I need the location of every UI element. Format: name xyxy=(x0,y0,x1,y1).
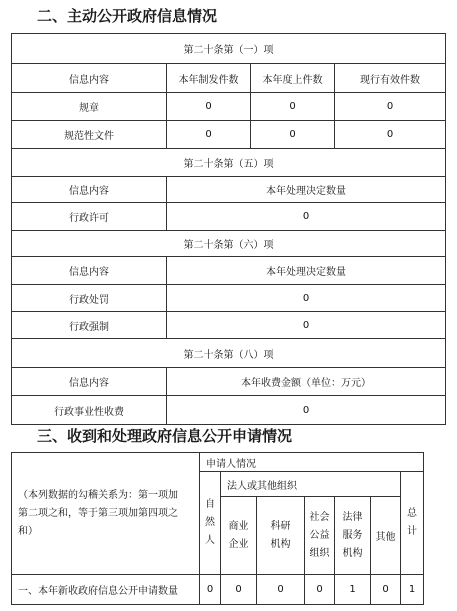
cell-value: 0 xyxy=(251,93,335,121)
cell-value: 0 xyxy=(335,93,446,121)
art5-title: 第二十条第（五）项 xyxy=(12,149,446,177)
section2-title: 二、主动公开政府信息情况 xyxy=(37,7,218,25)
cell-value: 0 xyxy=(221,575,257,605)
col-header-abolished: 本年度上件数 xyxy=(251,64,335,93)
cell-value: 1 xyxy=(401,575,424,605)
legal-entity-header: 法人或其他组织 xyxy=(221,472,401,497)
row-label: 一、本年新收政府信息公开申请数量 xyxy=(12,575,200,605)
row-label: 行政强制 xyxy=(12,312,167,339)
cell-value: 0 xyxy=(305,575,335,605)
cell-value: 0 xyxy=(167,93,251,121)
col-header-info: 信息内容 xyxy=(12,257,167,285)
commercial-header: 商业 企业 xyxy=(221,497,257,575)
col-header-made: 本年制发件数 xyxy=(167,64,251,93)
art1-title: 第二十条第（一）项 xyxy=(12,34,446,64)
social-header: 社会 公益 组织 xyxy=(305,497,335,575)
row-label: 行政许可 xyxy=(12,203,167,231)
cell-value: 0 xyxy=(167,312,446,339)
cell-value: 0 xyxy=(167,285,446,312)
art6-header-row xyxy=(12,257,446,285)
art5-title-row xyxy=(12,149,446,177)
row-label: 规章 xyxy=(12,93,167,121)
table-row xyxy=(12,575,424,605)
cell-value: 0 xyxy=(167,121,251,149)
table-row xyxy=(12,93,446,121)
table-row xyxy=(12,121,446,149)
applicant-header: 申请人情况 xyxy=(200,453,424,472)
note-line: 和） xyxy=(18,525,38,537)
table-row xyxy=(12,396,446,425)
col-header-info: 信息内容 xyxy=(12,368,167,396)
col-header-info: 信息内容 xyxy=(12,64,167,93)
table-row xyxy=(12,285,446,312)
proactive-disclosure-table xyxy=(11,33,446,425)
cell-value: 0 xyxy=(257,575,305,605)
requests-table xyxy=(11,452,424,605)
art8-title-row xyxy=(12,339,446,368)
legal-service-header: 法律 服务 机构 xyxy=(335,497,371,575)
applicant-header-row xyxy=(12,453,424,472)
art1-header-row xyxy=(12,64,446,93)
col-header-decisions: 本年处理决定数量 xyxy=(167,177,446,203)
col-header-info: 信息内容 xyxy=(12,177,167,203)
art6-title: 第二十条第（六）项 xyxy=(12,231,446,257)
research-header: 科研 机构 xyxy=(257,497,305,575)
col-header-valid: 现行有效件数 xyxy=(335,64,446,93)
total-header: 总 计 xyxy=(401,472,424,575)
row-label: 行政处罚 xyxy=(12,285,167,312)
cell-value: 0 xyxy=(167,396,446,425)
section3-title: 三、收到和处理政府信息公开申请情况 xyxy=(37,427,293,445)
row-label: 规范性文件 xyxy=(12,121,167,149)
note-cell xyxy=(12,453,200,575)
natural-person-header: 自 然 人 xyxy=(200,472,221,575)
col-header-decisions: 本年处理决定数量 xyxy=(167,257,446,285)
cell-value: 1 xyxy=(335,575,371,605)
art1-title-row xyxy=(12,34,446,64)
table-row xyxy=(12,312,446,339)
art6-title-row xyxy=(12,231,446,257)
cell-value: 0 xyxy=(371,575,401,605)
art8-title: 第二十条第（八）项 xyxy=(12,339,446,368)
other-header: 其他 xyxy=(371,497,401,575)
art5-header-row xyxy=(12,177,446,203)
cell-value: 0 xyxy=(200,575,221,605)
note-line: （本列数据的勾稽关系为：第一项加 xyxy=(18,489,178,501)
art8-header-row xyxy=(12,368,446,396)
note-line: 第二项之和，等于第三项加第四项之 xyxy=(18,507,178,519)
cell-value: 0 xyxy=(167,203,446,231)
cell-value: 0 xyxy=(335,121,446,149)
table-row xyxy=(12,203,446,231)
cell-value: 0 xyxy=(251,121,335,149)
row-label: 行政事业性收费 xyxy=(12,396,167,425)
col-header-fees: 本年收费金额（单位：万元） xyxy=(167,368,446,396)
